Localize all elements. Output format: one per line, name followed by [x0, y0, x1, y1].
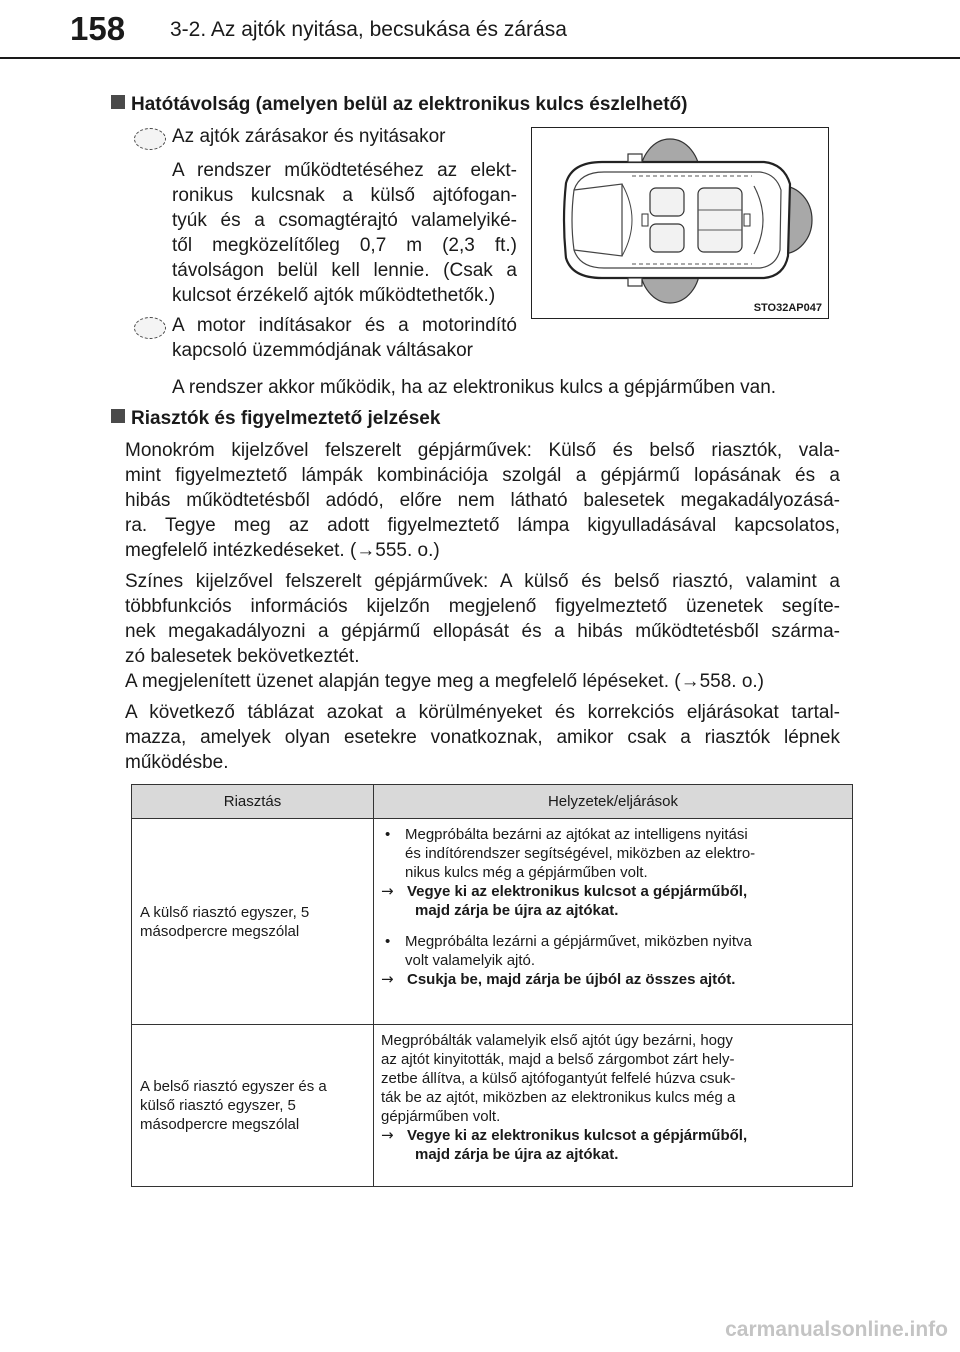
detection-range-figure [531, 127, 829, 319]
para-line: többfunkciós információs kijelzőn megjelenő figyelmeztető üzenetek segíte- [125, 596, 840, 617]
section-marker-icon [111, 95, 125, 109]
situation-bullet: • Megpróbálta bezárni az ajtókat az intelligens nyitási és indítórendszer segítségével, miközben az elektro- nikus kulcs még a gépjárműben volt. [381, 825, 844, 882]
section-heading-alarms [111, 406, 440, 432]
corrective-action: → Vegye ki az elektronikus kulcsot a gépjárműből, majd zárja be újra az ajtókat. [381, 882, 748, 919]
arrow-icon: → [381, 882, 394, 900]
situation-bullet: • Megpróbálta lezárni a gépjárművet, miközben nyitva volt valamelyik ajtó. [381, 932, 844, 970]
table-row [132, 1025, 853, 1187]
para-line: től megközelítőleg 0,7 m (2,3 ft.) [172, 235, 517, 256]
para-line: mint figyelmeztető lámpák kombinációja szolgál a gépjármű lopásának és a [125, 465, 840, 486]
para-line: hibás működtetésből adódó, előre nem látható balesetek megakadályozásá- [125, 490, 840, 511]
para-line: ronikus kulcsnak a külső ajtófogan- [172, 185, 517, 206]
alarm-table [131, 784, 853, 1187]
item1-title: Az ajtók zárásakor és nyitásakor [172, 126, 446, 147]
corrective-action: → Vegye ki az elektronikus kulcsot a gépjárműből, majd zárja be újra az ajtókat. [381, 1126, 748, 1163]
car-top-view-illustration [532, 128, 828, 318]
page-number: 158 [70, 10, 126, 47]
para-line: nek megakadályozni a gépjármű ellopását és a hibás működtetésből szárma- [125, 621, 840, 642]
dashed-oval-icon [134, 128, 166, 150]
section-heading-range [111, 92, 687, 118]
para-line: zó balesetek bekövetkeztét. [125, 646, 360, 667]
corrective-action: → Csukja be, majd zárja be újból az összes ajtót. [381, 970, 736, 988]
section-marker-icon [111, 409, 125, 423]
arrow-icon: → [381, 970, 394, 988]
section-heading-text: Riasztók és figyelmeztető jelzések [131, 408, 441, 429]
para-line: A rendszer működtetéséhez az elekt- [172, 160, 517, 181]
para-line: mazza, amelyek olyan esetekre vonatkoznak, amikor csak a riasztók lépnek [125, 727, 840, 748]
para-line: A megjelenített üzenet alapján tegye meg a megfelelő lépéseket. (→558. o.) [125, 671, 765, 692]
watermark: carmanualsonline.info [725, 1318, 948, 1341]
figure-code: STO32AP047 [753, 302, 822, 314]
header-divider [0, 57, 960, 59]
dashed-oval-icon [134, 317, 166, 339]
alarm-cell: A belső riasztó egyszer és a külső riasztó egyszer, 5 másodpercre megszólal [132, 1025, 374, 1187]
para-line: Színes kijelzővel felszerelt gépjárművek: A külső és belső riasztó, valamint a [125, 571, 840, 592]
column-header-alarm: Riasztás [132, 785, 374, 819]
column-header-situations: Helyzetek/eljárások [374, 785, 853, 819]
para-line: működésbe. [125, 752, 229, 773]
para-line: kulcsot érzékelő ajtók működtethetők.) [172, 285, 496, 306]
section-heading-text: Hatótávolság (amelyen belül az elektronikus kulcs észlelhető) [131, 94, 688, 115]
table-row [132, 819, 853, 1025]
chapter-title: 3-2. Az ajtók nyitása, becsukása és zárása [170, 18, 567, 41]
para-line: A motor indításakor és a motorindító [172, 315, 517, 336]
para-line: távolságon belül kell lennie. (Csak a [172, 260, 517, 281]
alarm-cell: A külső riasztó egyszer, 5 másodpercre megszólal [132, 819, 374, 1025]
situation-cell [374, 819, 853, 1025]
para-line: kapcsoló üzemmódjának váltásakor [172, 340, 473, 361]
para-line: Monokróm kijelzővel felszerelt gépjárművek: Külső és belső riasztók, vala- [125, 440, 840, 461]
arrow-icon: → [381, 1126, 394, 1144]
item2-text: A rendszer akkor működik, ha az elektronikus kulcs a gépjárműben van. [172, 377, 777, 398]
situation-text: Megpróbálták valamelyik első ajtót úgy bezárni, hogy az ajtót kinyitották, majd a belső zárgombot zárt hely- zetbe állítva, a külső ajtófogantyút felfelé húzva csuk- ták be az ajtót, miközben az elektronikus kulcs még a gépjárműben volt. [381, 1032, 736, 1125]
para-line: megfelelő intézkedéseket. (→555. o.) [125, 540, 440, 561]
para-line: A következő táblázat azokat a körülményeket és korrekciós eljárásokat tartal- [125, 702, 840, 723]
table-header-row [132, 785, 853, 819]
para-line: tyúk és a csomagtérajtó valamelyiké- [172, 210, 517, 231]
situation-cell [374, 1025, 853, 1187]
para-line: ra. Tegye meg az adott figyelmeztető lámpa kigyulladásával kapcsolatos, [125, 515, 840, 536]
